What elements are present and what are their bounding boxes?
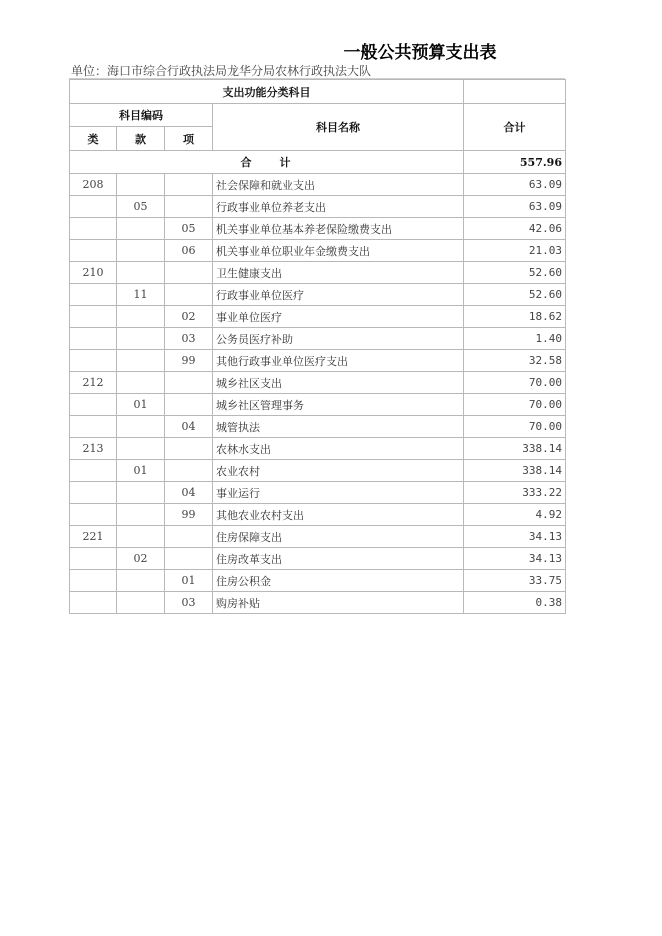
code-xiang: 06 — [165, 240, 213, 262]
amount: 1.40 — [464, 328, 566, 350]
subject-name: 公务员医疗补助 — [213, 328, 464, 350]
header-blank — [464, 80, 566, 104]
code-xiang: 05 — [165, 218, 213, 240]
code-kuan — [117, 218, 165, 240]
table-row — [70, 196, 566, 218]
total-row — [70, 151, 566, 174]
code-xiang: 01 — [165, 570, 213, 592]
table-row — [70, 174, 566, 196]
code-xiang: 04 — [165, 416, 213, 438]
code-lei — [70, 570, 117, 592]
code-kuan — [117, 526, 165, 548]
amount: 52.60 — [464, 284, 566, 306]
code-kuan — [117, 328, 165, 350]
code-kuan — [117, 570, 165, 592]
amount: 333.22 — [464, 482, 566, 504]
amount: 70.00 — [464, 372, 566, 394]
code-xiang: 99 — [165, 350, 213, 372]
code-lei — [70, 592, 117, 614]
amount: 34.13 — [464, 548, 566, 570]
code-xiang — [165, 526, 213, 548]
subject-name: 农林水支出 — [213, 438, 464, 460]
amount: 63.09 — [464, 196, 566, 218]
code-kuan — [117, 350, 165, 372]
code-kuan: 05 — [117, 196, 165, 218]
subject-name: 其他行政事业单位医疗支出 — [213, 350, 464, 372]
header-function-category: 支出功能分类科目 — [70, 80, 464, 104]
code-lei — [70, 350, 117, 372]
amount: 4.92 — [464, 504, 566, 526]
code-kuan — [117, 262, 165, 284]
code-kuan: 01 — [117, 460, 165, 482]
code-lei — [70, 460, 117, 482]
code-xiang — [165, 372, 213, 394]
code-xiang — [165, 548, 213, 570]
table-row — [70, 218, 566, 240]
code-lei — [70, 482, 117, 504]
amount: 42.06 — [464, 218, 566, 240]
amount: 18.62 — [464, 306, 566, 328]
code-xiang — [165, 284, 213, 306]
subject-name: 住房改革支出 — [213, 548, 464, 570]
code-lei — [70, 416, 117, 438]
subject-name: 住房保障支出 — [213, 526, 464, 548]
code-lei — [70, 196, 117, 218]
code-lei: 221 — [70, 526, 117, 548]
code-xiang: 04 — [165, 482, 213, 504]
code-lei — [70, 504, 117, 526]
amount: 0.38 — [464, 592, 566, 614]
code-kuan — [117, 372, 165, 394]
code-lei: 213 — [70, 438, 117, 460]
code-kuan — [117, 504, 165, 526]
code-lei: 208 — [70, 174, 117, 196]
code-lei — [70, 240, 117, 262]
code-lei — [70, 306, 117, 328]
budget-table — [69, 79, 566, 614]
table-row — [70, 328, 566, 350]
table-row — [70, 240, 566, 262]
unit-label: 单位：海口市综合行政执法局龙华分局农林行政执法大队 — [71, 64, 372, 78]
code-lei — [70, 548, 117, 570]
code-xiang: 03 — [165, 592, 213, 614]
subject-name: 农业农村 — [213, 460, 464, 482]
table-row — [70, 438, 566, 460]
amount: 21.03 — [464, 240, 566, 262]
code-lei — [70, 284, 117, 306]
subject-name: 机关事业单位职业年金缴费支出 — [213, 240, 464, 262]
table-row — [70, 548, 566, 570]
code-kuan — [117, 592, 165, 614]
code-lei: 210 — [70, 262, 117, 284]
subject-name: 城乡社区管理事务 — [213, 394, 464, 416]
code-kuan — [117, 306, 165, 328]
table-row — [70, 570, 566, 592]
amount: 338.14 — [464, 438, 566, 460]
table-row — [70, 350, 566, 372]
subject-name: 事业单位医疗 — [213, 306, 464, 328]
amount: 70.00 — [464, 416, 566, 438]
code-xiang: 99 — [165, 504, 213, 526]
table-row — [70, 306, 566, 328]
code-kuan — [117, 438, 165, 460]
header-lei: 类 — [70, 127, 117, 151]
code-lei — [70, 394, 117, 416]
code-lei: 212 — [70, 372, 117, 394]
header-subject-name: 科目名称 — [213, 104, 464, 151]
amount: 34.13 — [464, 526, 566, 548]
table-row — [70, 460, 566, 482]
subject-name: 购房补贴 — [213, 592, 464, 614]
code-xiang — [165, 438, 213, 460]
code-lei — [70, 218, 117, 240]
header-code-group: 科目编码 — [70, 104, 213, 127]
header-kuan: 款 — [117, 127, 165, 151]
table-row — [70, 394, 566, 416]
subject-name: 行政事业单位养老支出 — [213, 196, 464, 218]
code-kuan — [117, 240, 165, 262]
code-xiang: 03 — [165, 328, 213, 350]
code-kuan — [117, 482, 165, 504]
subject-name: 其他农业农村支出 — [213, 504, 464, 526]
amount: 52.60 — [464, 262, 566, 284]
table-row — [70, 504, 566, 526]
code-xiang — [165, 460, 213, 482]
code-kuan: 02 — [117, 548, 165, 570]
code-kuan — [117, 416, 165, 438]
table-row — [70, 284, 566, 306]
total-amount: 557.96 — [464, 151, 566, 174]
amount: 33.75 — [464, 570, 566, 592]
code-xiang — [165, 394, 213, 416]
total-label: 合 计 — [70, 151, 464, 174]
page-title: 一般公共预算支出表 — [343, 43, 497, 63]
header-xiang: 项 — [165, 127, 213, 151]
table-row — [70, 262, 566, 284]
subject-name: 机关事业单位基本养老保险缴费支出 — [213, 218, 464, 240]
subject-name: 城乡社区支出 — [213, 372, 464, 394]
code-kuan — [117, 174, 165, 196]
code-kuan: 01 — [117, 394, 165, 416]
subject-name: 社会保障和就业支出 — [213, 174, 464, 196]
amount: 63.09 — [464, 174, 566, 196]
code-xiang: 02 — [165, 306, 213, 328]
subject-name: 事业运行 — [213, 482, 464, 504]
table-row — [70, 526, 566, 548]
amount: 338.14 — [464, 460, 566, 482]
code-xiang — [165, 174, 213, 196]
table-row — [70, 372, 566, 394]
code-xiang — [165, 262, 213, 284]
header-total: 合计 — [464, 104, 566, 151]
table-row — [70, 592, 566, 614]
subject-name: 行政事业单位医疗 — [213, 284, 464, 306]
amount: 70.00 — [464, 394, 566, 416]
code-xiang — [165, 196, 213, 218]
subject-name: 城管执法 — [213, 416, 464, 438]
table-row — [70, 416, 566, 438]
subject-name: 住房公积金 — [213, 570, 464, 592]
table-row — [70, 482, 566, 504]
code-kuan: 11 — [117, 284, 165, 306]
subject-name: 卫生健康支出 — [213, 262, 464, 284]
amount: 32.58 — [464, 350, 566, 372]
code-lei — [70, 328, 117, 350]
